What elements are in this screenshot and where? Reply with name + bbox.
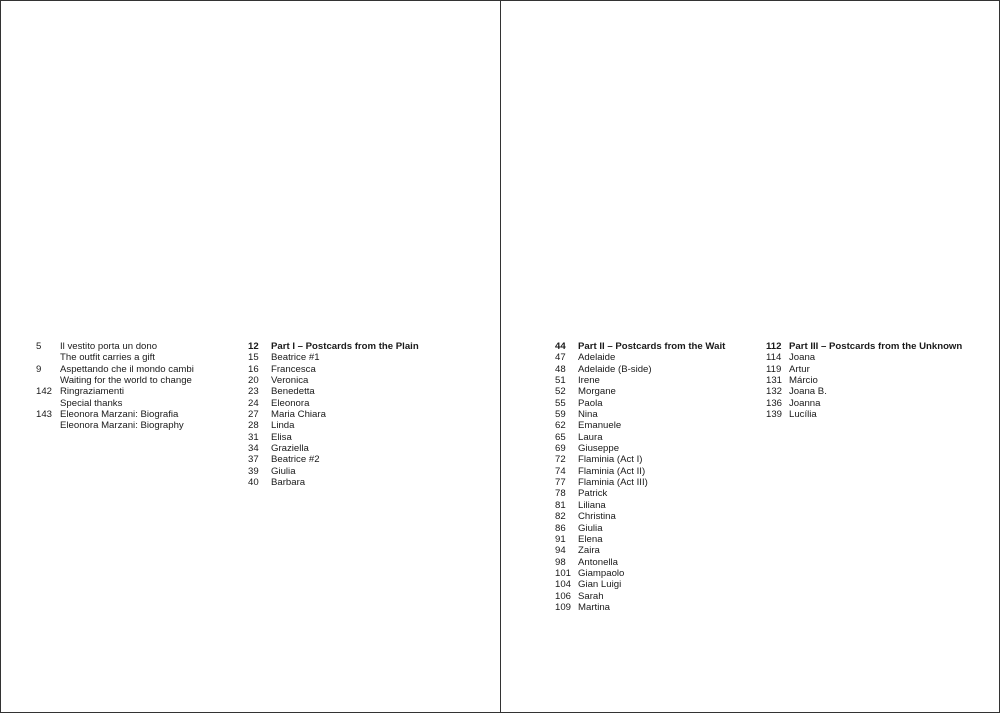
toc-entry-name: Giampaolo (578, 567, 625, 579)
toc-entry (555, 534, 725, 545)
toc-page-number: 52 (555, 386, 566, 398)
toc-entry-name: Veronica (271, 375, 309, 387)
toc-entry-name: Joanna (789, 397, 821, 409)
toc-entry-name: Francesca (271, 363, 316, 375)
toc-entry-name: Emanuele (578, 420, 622, 432)
toc-page-number: 136 (766, 397, 783, 409)
part3-entries (766, 352, 962, 420)
toc-entry (555, 488, 725, 499)
toc-page-number: 86 (555, 522, 566, 534)
toc-page-number: 65 (555, 431, 566, 443)
toc-entry (248, 432, 419, 443)
toc-entry (248, 352, 419, 363)
toc-entry-name: Paola (578, 397, 603, 409)
toc-entry-name: Flaminia (Act III) (578, 477, 648, 489)
toc-entry (36, 386, 194, 409)
toc-entry-name: Maria Chiara (271, 409, 326, 421)
toc-title-en: Waiting for the world to change (60, 375, 192, 387)
toc-entry-name: Linda (271, 420, 295, 432)
toc-entry-name: Lucília (789, 409, 817, 421)
toc-page-number: 39 (248, 465, 259, 477)
toc-page-number: 20 (248, 375, 259, 387)
toc-entry-name: Elisa (271, 431, 292, 443)
toc-entry-name: Elena (578, 533, 603, 545)
section-heading (248, 341, 419, 352)
section-heading (766, 341, 962, 352)
toc-entry (555, 591, 725, 602)
toc-page-number: 139 (766, 409, 783, 421)
toc-page-number: 51 (555, 375, 566, 387)
toc-page-number: 91 (555, 533, 566, 545)
toc-page-number: 78 (555, 488, 566, 500)
part3-column (766, 341, 962, 420)
toc-entry-name: Liliana (578, 499, 606, 511)
toc-entry (248, 409, 419, 420)
toc-entry (555, 523, 725, 534)
toc-page-number: 55 (555, 397, 566, 409)
toc-entry (248, 364, 419, 375)
toc-entry (766, 386, 962, 397)
toc-page-number: 82 (555, 511, 566, 523)
front-matter-column (36, 341, 194, 432)
toc-entry (248, 443, 419, 454)
toc-page-number: 37 (248, 454, 259, 466)
toc-page-number: 62 (555, 420, 566, 432)
toc-entry (766, 398, 962, 409)
toc-entry-name: Morgane (578, 386, 616, 398)
toc-entry-name: Márcio (789, 375, 818, 387)
toc-page-number: 74 (555, 465, 566, 477)
toc-entry-name: Giulia (578, 522, 603, 534)
toc-entry-name: Gian Luigi (578, 579, 622, 591)
section-title: Part III – Postcards from the Unknown (789, 341, 963, 352)
toc-entry (555, 568, 725, 579)
toc-entry-name: Joana B. (789, 386, 827, 398)
toc-page-number: 98 (555, 556, 566, 568)
toc-page-number: 77 (555, 477, 566, 489)
toc-entry-name: Zaira (578, 545, 600, 557)
toc-entry-name: Eleonora (271, 397, 310, 409)
toc-entry (555, 398, 725, 409)
toc-page-number: 24 (248, 397, 259, 409)
toc-page-number: 69 (555, 443, 566, 455)
toc-page-number: 131 (766, 375, 783, 387)
toc-page-number: 23 (248, 386, 259, 398)
toc-entry (766, 352, 962, 363)
toc-page-number: 31 (248, 431, 259, 443)
toc-page-number: 28 (248, 420, 259, 432)
toc-entry (555, 500, 725, 511)
toc-entry (766, 409, 962, 420)
toc-page-number: 109 (555, 601, 572, 613)
toc-entry (555, 602, 725, 613)
toc-entry (555, 466, 725, 477)
toc-entry-name: Benedetta (271, 386, 315, 398)
toc-page-number: 5 (36, 341, 42, 352)
toc-entry-name: Adelaide (578, 352, 616, 364)
page-gutter (500, 1, 501, 712)
toc-entry (555, 477, 725, 488)
toc-page-number: 15 (248, 352, 259, 364)
toc-page-number: 101 (555, 567, 572, 579)
toc-entry (555, 511, 725, 522)
section-heading (555, 341, 725, 352)
toc-title-en: Eleonora Marzani: Biography (60, 420, 184, 432)
toc-page-number: 47 (555, 352, 566, 364)
toc-entry-name: Antonella (578, 556, 619, 568)
toc-entry (248, 466, 419, 477)
toc-entry-name: Giulia (271, 465, 296, 477)
toc-title-en: Special thanks (60, 397, 123, 409)
section-page-number: 112 (766, 341, 782, 352)
toc-entry-name: Irene (578, 375, 600, 387)
toc-entry-name: Christina (578, 511, 616, 523)
toc-title-en: The outfit carries a gift (60, 352, 155, 364)
toc-page-number: 72 (555, 454, 566, 466)
toc-entry (36, 409, 194, 432)
toc-entry (248, 398, 419, 409)
toc-page-number: 104 (555, 579, 572, 591)
toc-title-it: Aspettando che il mondo cambi (60, 363, 194, 375)
toc-entry (555, 386, 725, 397)
toc-entry (248, 420, 419, 431)
toc-page-number: 59 (555, 409, 566, 421)
toc-page-number: 143 (36, 409, 53, 421)
toc-page-number: 114 (766, 352, 782, 364)
toc-page-number: 27 (248, 409, 259, 421)
toc-entry (248, 386, 419, 397)
toc-entry-name: Joana (789, 352, 816, 364)
toc-page-number: 106 (555, 590, 572, 602)
part1-entries (248, 352, 419, 488)
toc-entry-name: Laura (578, 431, 603, 443)
part2-column (555, 341, 725, 613)
toc-entry (248, 454, 419, 465)
toc-entry (555, 557, 725, 568)
toc-page-number: 94 (555, 545, 566, 557)
toc-page-number: 9 (36, 363, 42, 375)
toc-entry-name: Sarah (578, 590, 604, 602)
toc-entry-name: Adelaide (B-side) (578, 363, 652, 375)
toc-entry (766, 364, 962, 375)
part1-column (248, 341, 419, 488)
toc-entry-name: Flaminia (Act II) (578, 465, 646, 477)
toc-entry-name: Graziella (271, 443, 309, 455)
toc-entry-name: Giuseppe (578, 443, 620, 455)
toc-entry-name: Barbara (271, 477, 306, 489)
toc-page-number: 48 (555, 363, 566, 375)
section-page-number: 12 (248, 341, 259, 352)
toc-entry-name: Beatrice #1 (271, 352, 320, 364)
toc-entry (555, 364, 725, 375)
toc-entry (555, 579, 725, 590)
toc-entry (36, 341, 194, 364)
toc-entry-name: Beatrice #2 (271, 454, 320, 466)
toc-page-number: 16 (248, 363, 259, 375)
toc-entry-name: Patrick (578, 488, 608, 500)
toc-entry (555, 545, 725, 556)
toc-page-number: 34 (248, 443, 259, 455)
toc-title-it: Ringraziamenti (60, 386, 124, 398)
toc-entry (248, 477, 419, 488)
toc-page-number: 40 (248, 477, 259, 489)
part2-entries (555, 352, 725, 613)
toc-page-number: 132 (766, 386, 783, 398)
section-page-number: 44 (555, 341, 566, 352)
toc-entry (555, 432, 725, 443)
toc-entry-name: Martina (578, 601, 610, 613)
toc-page-number: 142 (36, 386, 53, 398)
toc-entry (766, 375, 962, 386)
toc-entry (555, 443, 725, 454)
toc-entry (248, 375, 419, 386)
toc-entry-name: Artur (789, 363, 810, 375)
section-title: Part I – Postcards from the Plain (271, 341, 419, 352)
toc-page-number: 81 (555, 499, 566, 511)
toc-page-number: 119 (766, 363, 782, 375)
toc-entry (555, 454, 725, 465)
toc-title-it: Eleonora Marzani: Biografia (60, 409, 179, 421)
toc-entry (555, 409, 725, 420)
toc-entry (555, 375, 725, 386)
toc-entry-name: Flaminia (Act I) (578, 454, 643, 466)
toc-entry-name: Nina (578, 409, 598, 421)
toc-title-it: Il vestito porta un dono (60, 341, 158, 352)
toc-entry (36, 364, 194, 387)
toc-entry (555, 420, 725, 431)
section-title: Part II – Postcards from the Wait (578, 341, 726, 352)
toc-entry (555, 352, 725, 363)
